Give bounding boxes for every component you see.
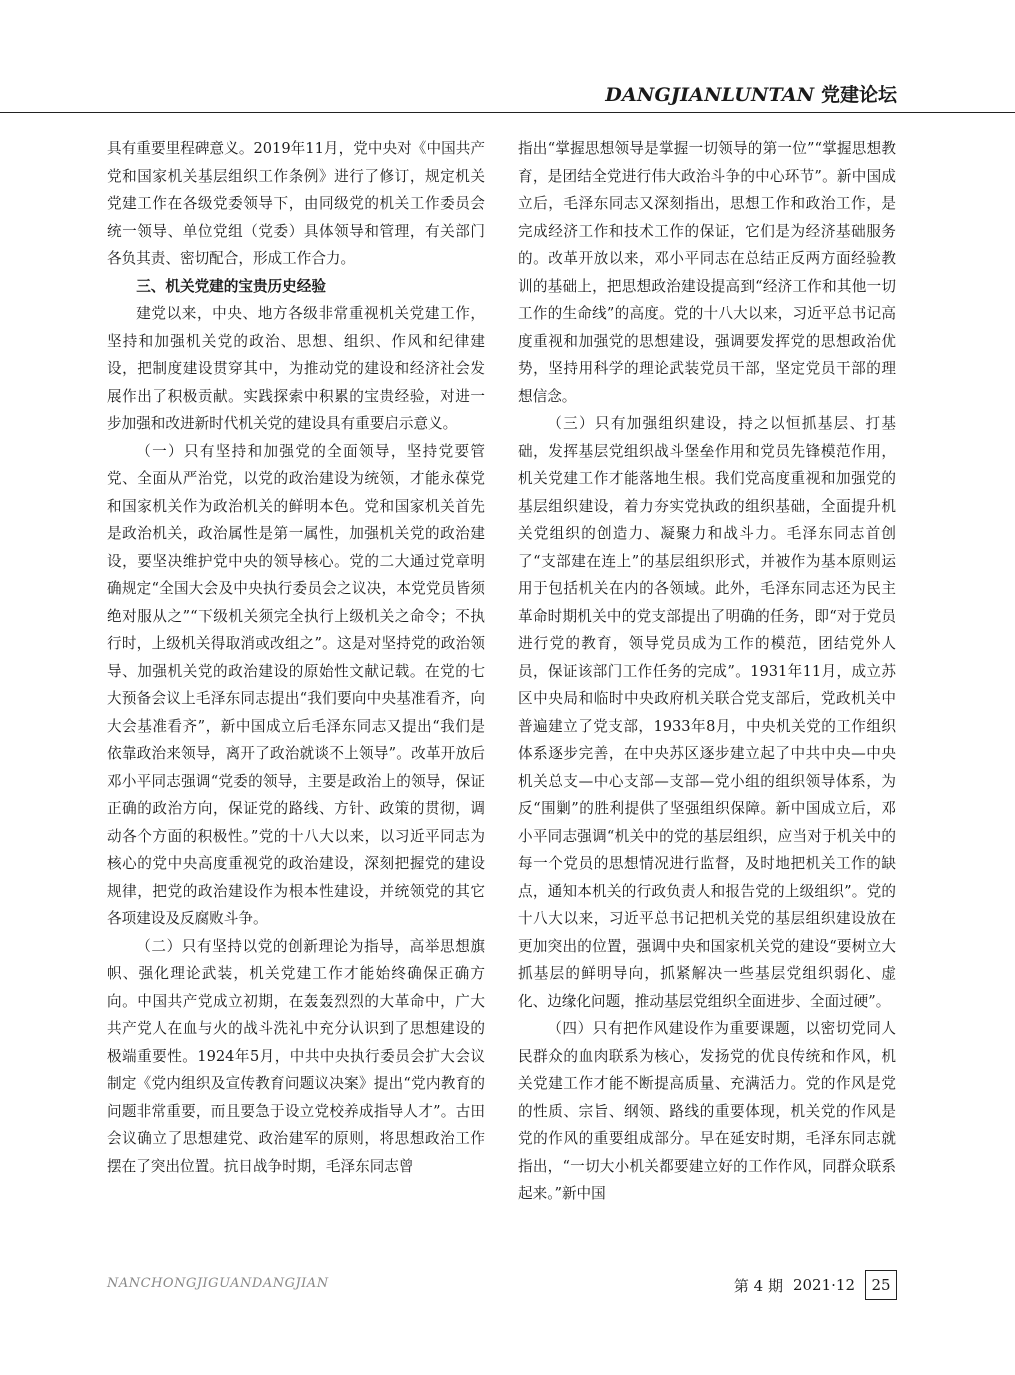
paragraph-body: 党和国家机关首先是政治机关，政治属性是第一属性，加强机关党的政治建设，要坚决维护党中央的领导核心。党的二大通过党章明确规定“全国大会及中央执行委员会之议决，本党党员皆须绝对服从之”“下级机关须完全执行上级机关之命令；不执行时，上级机关得取消或改组之”。这是对坚持党的政治领导、加强机关党的政治建设的原始性文献记载。在党的七大预备会议上毛泽东同志提出“我们要向中央基准看齐，向大会基准看齐”，新中国成立后毛泽东同志又提出“我们是依靠政治来领导，离开了政治就谈不上领导”。改革开放后邓小平同志强调“党委的领导，主要是政治上的领导，保证正确的政治方向，保证党的路线、方针、政策的贯彻，调动各个方面的积极性。”党的十八大以来，以习近平同志为核心的党中央高度重视党的政治建设，深刻把握党的建设规律，把党的政治建设作为根本性建设，并统领党的其它各项建设及反腐败斗争。 [107, 497, 485, 927]
page-number: 25 [865, 1270, 897, 1300]
paragraph: 具有重要里程碑意义。2019年11月，党中央对《中国共产党和国家机关基层组织工作条例》进行了修订，规定机关党建工作在各级党委领导下，由同级党的机关工作委员会统一领导、单位党组（党委）具体领导和管理，有关部门各负其责、密切配合，形成工作合力。 [107, 140, 485, 267]
paragraph-lead: （二）只有坚持以党的创新理论为指导，高举思想旗帜、强化理论武装，机关党建工作才能始终确保正确方向。 [107, 937, 485, 1010]
section-heading: 三、机关党建的宝贵历史经验 [136, 277, 326, 295]
footer-journal-name: NANCHONGJIGUANDANGJIAN [107, 1276, 329, 1291]
paragraph [107, 933, 485, 1181]
brand-cn: 党建论坛 [820, 84, 897, 106]
footer-issue-info [734, 1270, 897, 1300]
paragraph-body: 我们党高度重视和加强党的基层组织建设，着力夯实党执政的组织基础，全面提升机关党组织的创造力、凝聚力和战斗力。毛泽东同志首创了“支部建在连上”的基层组织形式，并被作为基本原则运用于包括机关在内的各领域。此外，毛泽东同志还为民主革命时期机关中的党支部提出了明确的任务，即“对于党员进行党的教育，领导党员成为工作的模范，团结党外人员，保证该部门工作任务的完成”。1931年11月，成立苏区中央局和临时中央政府机关联合党支部后，党政机关中普遍建立了党支部，1933年8月，中央机关党的工作组织体系逐步完善，在中央苏区逐步建立起了中共中央—中央机关总支—中心支部—支部—党小组的组织领导体系，为反“围剿”的胜利提供了坚强组织保障。新中国成立后，邓小平同志强调“机关中的党的基层组织，应当对于机关中的每一个党员的思想情况进行监督，及时地把机关工作的缺点，通知本机关的行政负责人和报告党的上级组织”。党的十八大以来，习近平总书记把机关党的基层组织建设放在更加突出的位置，强调中央和国家机关党的建设“要树立大抓基层的鲜明导向，抓紧解决一些基层党组织弱化、虚化、边缘化问题，推动基层党组织全面进步、全面过硬”。 [518, 470, 896, 1010]
paragraph [107, 438, 485, 933]
paragraph-lead: （一）只有坚持和加强党的全面领导，坚持党要管党、全面从严治党，以党的政治建设为统领，才能永葆党和国家机关作为政治机关的鲜明本色。 [107, 442, 485, 515]
paragraph: 指出“掌握思想领导是掌握一切领导的第一位”“掌握思想教育，是团结全党进行伟大政治斗争的中心环节”。新中国成立后，毛泽东同志又深刻指出，思想工作和政治工作，是完成经济工作和技术工作的保证，它们是为经济基础服务的。改革开放以来，邓小平同志在总结正反两方面经验教训的基础上，把思想政治建设提高到“经济工作和其他一切工作的生命线”的高度。党的十八大以来，习近平总书记高度重视和加强党的思想建设，强调要发挥党的思想政治优势，坚持用科学的理论武装党员干部，坚定党员干部的理想信念。 [518, 140, 896, 405]
issue-date: 2021·12 [792, 1276, 855, 1294]
paragraph-lead: （四）只有把作风建设作为重要课题，以密切党同人民群众的血肉联系为核心，发扬党的优良传统和作风，机关党建工作才能不断提高质量、充满活力。 [518, 1020, 896, 1092]
paragraph: 建党以来，中央、地方各级非常重视机关党建工作，坚持和加强机关党的政治、思想、组织、作风和纪律建设，把制度建设贯穿其中，为推动党的建设和经济社会发展作出了积极贡献。实践探索中积累的宝贵经验，对进一步加强和改进新时代机关党的建设具有重要启示意义。 [107, 305, 485, 432]
brand-latin: DANGJIANLUNTAN [605, 84, 815, 106]
paragraph-lead: （三）只有加强组织建设，持之以恒抓基层、打基础，发挥基层党组织战斗堡垒作用和党员先锋模范作用，机关党建工作才能落地生根。 [518, 415, 896, 487]
left-column [107, 135, 485, 1180]
paragraph-body: 党的作风是党的性质、宗旨、纲领、路线的重要体现，机关党的作风是党的作风的重要组成部分。早在延安时期，毛泽东同志就指出，“一切大小机关都要建立好的工作作风，同群众联系起来。”新中国 [518, 1075, 896, 1202]
journal-brand [605, 80, 897, 107]
paragraph-body: 中国共产党成立初期，在轰轰烈烈的大革命中，广大共产党人在血与火的战斗洗礼中充分认识到了思想建设的极端重要性。1924年5月，中共中央执行委员会扩大会议制定《党内组织及宣传教育问题议决案》提出“党内教育的问题非常重要，而且要急于设立党校养成指导人才”。古田会议确立了思想建党、政治建军的原则，将思想政治工作摆在了突出位置。抗日战争时期，毛泽东同志曾 [107, 992, 485, 1175]
paragraph [518, 410, 896, 1015]
right-column [518, 135, 896, 1208]
issue-label: 第 4 期 [733, 1276, 783, 1295]
paragraph [518, 1015, 896, 1208]
page-header [0, 60, 1015, 113]
